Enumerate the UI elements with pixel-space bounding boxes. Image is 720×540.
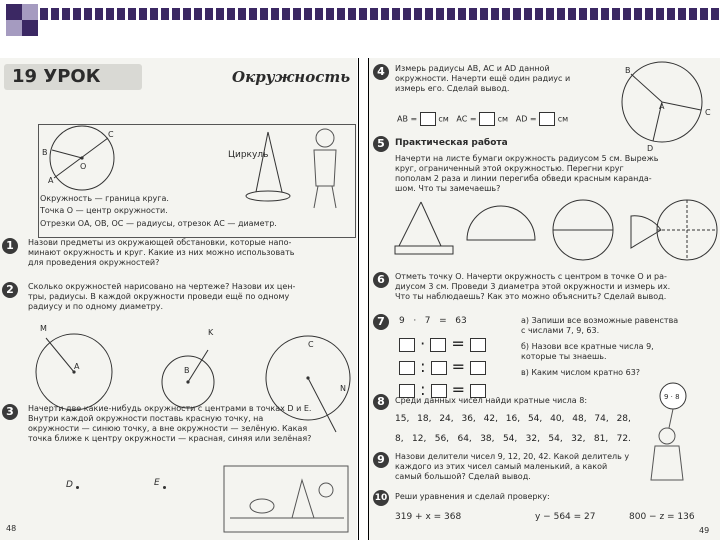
task-text: Среди данных чисел найди кратные числа 8: (395, 396, 588, 405)
fig-label: B (625, 66, 631, 75)
task-badge: 6 (373, 272, 389, 288)
task-text: тры, радиусы. В каждой окружности проведи ещё по одному (28, 292, 290, 301)
number-row (395, 434, 631, 444)
folding-figure (369, 194, 719, 264)
circle-label: B (184, 366, 190, 375)
number: 72. (616, 434, 631, 444)
header-stripe (40, 8, 720, 20)
circle-label: C (308, 340, 314, 349)
point-dot (163, 486, 166, 489)
unit-label: см (438, 114, 449, 124)
practical-title: Практическая работа (395, 138, 508, 148)
lesson-number: 19 УРОК (12, 66, 101, 87)
unit-label: см (497, 114, 509, 124)
task-text: для проведения окружностей? (28, 258, 160, 267)
answer-box[interactable] (399, 338, 415, 352)
equation: 319 + x = 368 (395, 512, 462, 522)
task-text: а) Запиши все возможные равенства (521, 316, 679, 325)
number: 56, (434, 434, 450, 444)
number-row (395, 414, 631, 424)
task-text: с числами 7, 9, 63. (521, 326, 600, 335)
task-badge: 5 (373, 136, 389, 152)
decor-square (6, 4, 22, 20)
measure-row (397, 112, 568, 126)
point-d: D (66, 480, 73, 490)
task-text: Измерь радиусы AB, AC и AD данной (395, 64, 550, 73)
fig-label: D (647, 144, 654, 153)
task-text: шом. Что ты замечаешь? (395, 184, 501, 193)
task-badge: 2 (2, 282, 18, 298)
task-text: окружности. Начерти ещё один радиус и (395, 74, 571, 83)
decor-square (22, 4, 38, 20)
number: 54, (527, 414, 543, 424)
balloon-text: 9 · 8 (664, 393, 680, 401)
task-text: Реши уравнения и сделай проверку: (395, 492, 550, 501)
task-text: точка ближе к центру окружности — красная, синяя или зелёная? (28, 434, 312, 443)
task-text: Что ты наблюдаешь? Как это можно объяснить? Сделай вывод. (395, 292, 667, 301)
answer-grid: · = : = : = (399, 334, 486, 399)
left-page (0, 58, 357, 540)
number: 64, (457, 434, 472, 444)
number: 8, (395, 434, 404, 444)
task-text: которые ты знаешь. (521, 352, 607, 361)
task-text: пополам 2 раза и линии перегиба обведи красным каранда- (395, 174, 652, 183)
number: 54, (548, 434, 563, 444)
answer-box[interactable] (470, 361, 486, 375)
task-badge: 7 (373, 314, 389, 330)
task-text: б) Назови все кратные числа 9, (521, 342, 654, 351)
decor-square (22, 20, 38, 36)
number: 38, (480, 434, 495, 444)
compass-label: Циркуль (228, 150, 269, 160)
number: 54, (502, 434, 518, 444)
definition-line: Отрезки ОА, ОВ, ОС — радиусы, отрезок АС — диаметр. (40, 219, 277, 228)
answer-box[interactable] (479, 112, 495, 126)
answer-box[interactable] (539, 112, 555, 126)
page-number: 49 (699, 526, 710, 535)
circle-label: N (340, 384, 346, 393)
fig-label: C (705, 108, 711, 117)
number: 40, (550, 414, 565, 424)
equation-row (399, 316, 467, 326)
equation: 800 − z = 136 (629, 512, 695, 522)
label-b: B (42, 148, 48, 157)
definition-line: Точка О — центр окружности. (40, 206, 168, 215)
answer-box[interactable] (430, 338, 446, 352)
number: 15, (395, 414, 410, 424)
task-text: в) Каким числом кратно 63? (521, 368, 641, 377)
task-text: круг, ограниченный этой окружностью. Перегни круг (395, 164, 624, 173)
number: 81, (593, 434, 609, 444)
eq-term: 9 (399, 316, 405, 326)
label-c: C (108, 130, 114, 139)
answer-box[interactable] (431, 361, 447, 375)
definition-line: Окружность — граница круга. (40, 194, 169, 203)
task-text: Начерти на листе бумаги окружность радиусом 5 см. Вырежь (395, 154, 659, 163)
page-title: Окружность (232, 68, 351, 86)
label-o: O (80, 162, 87, 171)
page-number: 48 (6, 524, 17, 533)
task-badge: 8 (373, 394, 389, 410)
label-a: A (48, 176, 54, 185)
task-text: каждого из этих чисел самый маленький, а какой (395, 462, 608, 471)
right-page (369, 58, 720, 540)
radius-figure (617, 58, 717, 158)
number: 16, (505, 414, 521, 424)
number: 32, (571, 434, 586, 444)
measure-label: AB = (397, 114, 418, 124)
task-text: окружности — синюю точку, а вне окружности — зелёную. Какая (28, 424, 308, 433)
task-text: Внутри каждой окружности поставь красную точку, на (28, 414, 264, 423)
task-text: Сколько окружностей нарисовано на чертеже? Назови их цен- (28, 282, 296, 291)
task-text: самый большой? Сделай вывод. (395, 472, 531, 481)
number: 48, (572, 414, 587, 424)
task-text: Отметь точку О. Начерти окружность с центром в точке О и ра- (395, 272, 667, 281)
illustration-scene (222, 458, 352, 534)
task-badge: 1 (2, 238, 18, 254)
eq-term: 63 (455, 316, 467, 326)
task-text: измерь его. Сделай вывод. (395, 84, 510, 93)
point-dot (76, 486, 79, 489)
measure-label: AD = (515, 114, 537, 124)
eq-op: = (439, 316, 447, 326)
number: 74, (594, 414, 609, 424)
circle-label: K (208, 328, 214, 337)
measure-label: AC = (456, 114, 477, 124)
point-e: E (154, 478, 160, 488)
circle-label: M (40, 324, 47, 333)
number: 18, (417, 414, 432, 424)
task-text: радиусу и по одному диаметру. (28, 302, 163, 311)
task-badge: 3 (2, 404, 18, 420)
decor-square (6, 20, 22, 36)
number: 28, (616, 414, 631, 424)
number: 42, (483, 414, 498, 424)
task-text: Назови предметы из окружающей обстановки, которые напо- (28, 238, 292, 247)
answer-box[interactable] (470, 338, 486, 352)
eq-term: 7 (424, 316, 431, 326)
task-text: Назови делители чисел 9, 12, 20, 42. Какой делитель у (395, 452, 630, 461)
number: 12, (412, 434, 427, 444)
circle-label: A (74, 362, 80, 371)
task-badge: 4 (373, 64, 389, 80)
number: 24, (439, 414, 454, 424)
task-text: минают окружность и круг. Какие из них можно использовать (28, 248, 295, 257)
answer-box[interactable] (399, 361, 415, 375)
eq-op: · (413, 316, 417, 326)
task-text: диусом 3 см. Проведи 3 диаметра этой окружности и измерь их. (395, 282, 671, 291)
task-badge: 10 (373, 490, 389, 506)
separator-line (358, 58, 359, 540)
task-text: Начерти две какие-нибудь окружности с центрами в точках D и E. (28, 404, 312, 413)
fig-label: A (659, 102, 665, 111)
unit-label: см (557, 114, 569, 124)
number: 36, (461, 414, 476, 424)
equation: y − 564 = 27 (535, 512, 596, 522)
task-badge: 9 (373, 452, 389, 468)
number: 32, (525, 434, 540, 444)
answer-box[interactable] (420, 112, 436, 126)
